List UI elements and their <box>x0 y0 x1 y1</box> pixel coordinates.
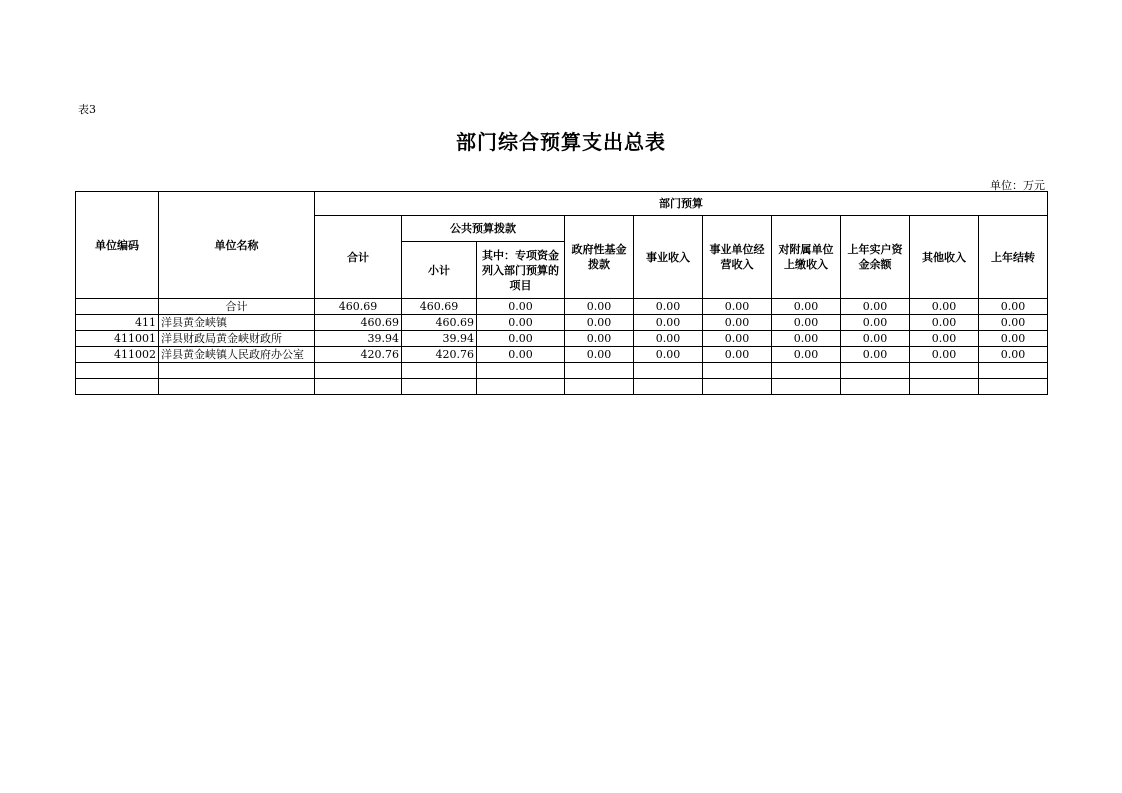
cell-prior-balance: 0.00 <box>841 331 910 347</box>
empty-row <box>76 363 1048 379</box>
header-dept-budget: 部门预算 <box>315 192 1048 216</box>
cell-name: 洋县财政局黄金峡财政所 <box>159 331 315 347</box>
header-gov-fund: 政府性基金拨款 <box>565 216 634 299</box>
cell-prior-balance: 0.00 <box>841 315 910 331</box>
cell-gov-fund: 0.00 <box>565 331 634 347</box>
table-row <box>76 331 1048 347</box>
cell-carryover: 0.00 <box>979 347 1048 363</box>
empty-cell <box>76 363 159 379</box>
empty-cell <box>772 363 841 379</box>
empty-cell <box>634 363 703 379</box>
empty-cell <box>772 379 841 395</box>
header-prior-balance: 上年实户资金余额 <box>841 216 910 299</box>
cell-subordinate: 0.00 <box>772 299 841 315</box>
header-unit-name: 单位名称 <box>159 192 315 299</box>
cell-total: 460.69 <box>315 315 402 331</box>
cell-operating: 0.00 <box>703 315 772 331</box>
cell-subordinate: 0.00 <box>772 315 841 331</box>
cell-gov-fund: 0.00 <box>565 347 634 363</box>
cell-subtotal: 39.94 <box>402 331 477 347</box>
cell-other: 0.00 <box>910 347 979 363</box>
cell-other: 0.00 <box>910 331 979 347</box>
cell-operating: 0.00 <box>703 347 772 363</box>
sheet-label: 表3 <box>78 103 96 116</box>
cell-code: 411 <box>76 315 159 331</box>
cell-special: 0.00 <box>477 347 565 363</box>
empty-cell <box>159 379 315 395</box>
cell-prior-balance: 0.00 <box>841 347 910 363</box>
cell-business: 0.00 <box>634 347 703 363</box>
cell-gov-fund: 0.00 <box>565 299 634 315</box>
cell-code: 411001 <box>76 331 159 347</box>
cell-gov-fund: 0.00 <box>565 315 634 331</box>
cell-total: 420.76 <box>315 347 402 363</box>
header-subtotal: 小计 <box>402 242 477 299</box>
empty-cell <box>841 363 910 379</box>
empty-cell <box>634 379 703 395</box>
table-row <box>76 315 1048 331</box>
header-other-income: 其他收入 <box>910 216 979 299</box>
empty-cell <box>979 363 1048 379</box>
empty-cell <box>841 379 910 395</box>
table-row <box>76 299 1048 315</box>
unit-label: 单位：万元 <box>990 179 1045 192</box>
cell-name: 合计 <box>159 299 315 315</box>
header-unit-code: 单位编码 <box>76 192 159 299</box>
cell-business: 0.00 <box>634 331 703 347</box>
cell-name: 洋县黄金峡镇人民政府办公室 <box>159 347 315 363</box>
page-title: 部门综合预算支出总表 <box>456 130 666 154</box>
cell-code <box>76 299 159 315</box>
empty-cell <box>159 363 315 379</box>
empty-cell <box>477 363 565 379</box>
empty-cell <box>402 363 477 379</box>
cell-operating: 0.00 <box>703 299 772 315</box>
cell-other: 0.00 <box>910 299 979 315</box>
header-prior-carryover: 上年结转 <box>979 216 1048 299</box>
empty-cell <box>477 379 565 395</box>
header-operating-income: 事业单位经营收入 <box>703 216 772 299</box>
cell-prior-balance: 0.00 <box>841 299 910 315</box>
cell-other: 0.00 <box>910 315 979 331</box>
cell-business: 0.00 <box>634 315 703 331</box>
empty-cell <box>76 379 159 395</box>
table-row <box>76 347 1048 363</box>
empty-cell <box>565 379 634 395</box>
empty-cell <box>703 379 772 395</box>
cell-carryover: 0.00 <box>979 315 1048 331</box>
cell-code: 411002 <box>76 347 159 363</box>
cell-carryover: 0.00 <box>979 299 1048 315</box>
header-business-income: 事业收入 <box>634 216 703 299</box>
budget-table <box>75 191 1048 395</box>
cell-total: 39.94 <box>315 331 402 347</box>
cell-carryover: 0.00 <box>979 331 1048 347</box>
cell-business: 0.00 <box>634 299 703 315</box>
cell-subtotal: 420.76 <box>402 347 477 363</box>
empty-cell <box>315 379 402 395</box>
cell-operating: 0.00 <box>703 331 772 347</box>
header-special-funds: 其中：专项资金列入部门预算的项目 <box>477 242 565 299</box>
empty-cell <box>402 379 477 395</box>
empty-cell <box>979 379 1048 395</box>
cell-special: 0.00 <box>477 331 565 347</box>
cell-special: 0.00 <box>477 315 565 331</box>
header-total: 合计 <box>315 216 402 299</box>
cell-total: 460.69 <box>315 299 402 315</box>
empty-cell <box>703 363 772 379</box>
cell-name: 洋县黄金峡镇 <box>159 315 315 331</box>
cell-subtotal: 460.69 <box>402 299 477 315</box>
empty-cell <box>910 379 979 395</box>
empty-row <box>76 379 1048 395</box>
cell-subordinate: 0.00 <box>772 331 841 347</box>
empty-cell <box>565 363 634 379</box>
cell-special: 0.00 <box>477 299 565 315</box>
header-public-budget: 公共预算拨款 <box>402 216 565 242</box>
empty-cell <box>315 363 402 379</box>
header-subordinate-income: 对附属单位上缴收入 <box>772 216 841 299</box>
cell-subordinate: 0.00 <box>772 347 841 363</box>
cell-subtotal: 460.69 <box>402 315 477 331</box>
empty-cell <box>910 363 979 379</box>
